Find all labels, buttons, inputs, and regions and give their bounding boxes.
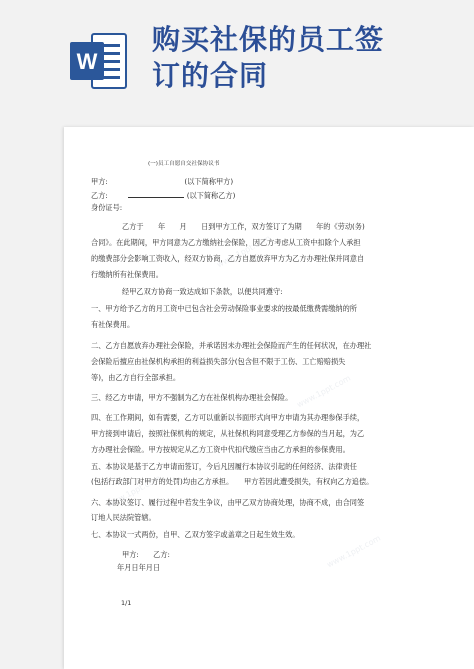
party-b-note: (以下简称乙方) xyxy=(186,191,236,200)
clause-2-cont: 等)，由乙方自行全部承担。 xyxy=(91,373,181,382)
document-page: www.1ppt.com www.1ppt.com www.1ppt.com www.1ppt.com (一)员工自愿自交社保协议书 甲方: (以下简称甲方) 乙方: (以下简称乙方) 身份证号: 乙方于 年 月 日到甲方工作，双方签订了为期 年的《劳动(务) 合同》。在此期间，甲方同意为乙方缴纳社会保险，因乙方考虑从工资中扣除个人承担 的缴费部分会影响工资收入，经双方协商，乙方自愿放弃甲方为乙方办理社保并同意自 行缴纳所有社保费用。 经甲乙双方协商一致达成如下条款，以便共同遵守: 一、甲方给予乙方的月工资中已包含社会劳动保险事业要求的按最低缴费需缴纳的所 有社保费用。 二、乙方自愿放弃办理社会保险，并承诺因未办理社会保险而产生的任何状况，在办理社 会保险后擅应由社保机构承担的利益损失部分(包含但不限于工伤、工亡赔赔损失 等)，由乙方自行全部承担。 三、经乙方申请，甲方不强制为乙方在社保机构办理社会保险。 四、在工作期间，如有需要，乙方可以重新以书面形式向甲方申请为其办理参保手续， 甲方接到申请后，按照社保机构的规定，从社保机构同意受理乙方参保的当月起，为乙 方办理社会保险。甲方按规定从乙方工资中代扣代缴应当由乙方承担的参保费用。 五、本协议是基于乙方申请而签订，今后凡因履行本协议引起的任何经济、法律责任 (包括行政部门对甲方的处罚)均由乙方承担。 甲方若因此遭受损失，有权向乙方追偿。 六、本协议签订、履行过程中若发生争议，由甲乙双方协商处理，协商不成，由合同签 订地人民法院管辖。 七、本协议一式两份，自甲、乙双方签字或盖章之日起生效生效。 甲方: 乙方: 年月日年月日 1/1 xyxy=(64,127,474,669)
clause-5-cont: (包括行政部门对甲方的处罚)均由乙方承担。 甲方若因此遭受损失，有权向乙方追偿。 xyxy=(91,477,374,486)
party-a-note: (以下简称甲方) xyxy=(184,177,234,186)
paragraph-line: 的缴费部分会影响工资收入，经双方协商，乙方自愿放弃甲方为乙方办理社保并同意自 xyxy=(91,254,365,263)
clause-4-cont: 方办理社会保险。甲方按规定从乙方工资中代扣代缴应当由乙方承担的参保费用。 xyxy=(91,445,350,454)
header-banner xyxy=(0,0,474,112)
clause-1-cont: 有社保费用。 xyxy=(91,320,135,329)
clause-4: 四、在工作期间，如有需要，乙方可以重新以书面形式向甲方申请为其办理参保手续， xyxy=(91,413,365,422)
party-b-label: 乙方: xyxy=(91,191,108,200)
clause-2: 二、乙方自愿放弃办理社会保险，并承诺因未办理社会保险而产生的任何状况，在办理社 xyxy=(91,341,372,350)
clause-7: 七、本协议一式两份，自甲、乙双方签字或盖章之日起生效生效。 xyxy=(91,530,300,539)
party-b-row xyxy=(91,188,235,202)
party-a-label: 甲方: xyxy=(91,177,108,186)
document-title: (一)员工自愿自交社保协议书 xyxy=(148,161,220,167)
clause-2-cont: 会保险后擅应由社保机构承担的利益损失部分(包含但不限于工伤、工亡赔赔损失 xyxy=(91,357,346,366)
title-line-1: 购买社保的员工签 xyxy=(152,23,385,56)
party-b-underline xyxy=(128,188,184,198)
clause-6-cont: 订地人民法院管辖。 xyxy=(91,513,156,522)
document-body xyxy=(64,127,474,669)
paragraph-line: 合同》。在此期间，甲方同意为乙方缴纳社会保险，因乙方考虑从工资中扣除个人承担 xyxy=(91,238,361,247)
date-line: 年月日年月日 xyxy=(117,563,161,572)
clause-1: 一、甲方给予乙方的月工资中已包含社会劳动保险事业要求的按最低缴费需缴纳的所 xyxy=(91,304,357,313)
clause-4-cont: 甲方接到申请后，按照社保机构的规定，从社保机构同意受理乙方参保的当月起，为乙 xyxy=(91,429,365,438)
page-title xyxy=(152,22,462,94)
page-number: 1/1 xyxy=(121,599,132,607)
party-a-row xyxy=(91,175,233,188)
title-line-2: 订的合同 xyxy=(152,59,269,92)
paragraph-line: 行缴纳所有社保费用。 xyxy=(91,270,163,279)
id-number-label: 身份证号: xyxy=(91,203,123,212)
logo-letter: W xyxy=(76,49,98,74)
clause-3: 三、经乙方申请，甲方不强制为乙方在社保机构办理社会保险。 xyxy=(91,393,293,402)
clause-6: 六、本协议签订、履行过程中若发生争议，由甲乙双方协商处理，协商不成，由合同签 xyxy=(91,498,365,507)
signature-line: 甲方: 乙方: xyxy=(122,550,170,559)
paragraph-line: 经甲乙双方协商一致达成如下条款，以便共同遵守: xyxy=(122,287,283,296)
clause-5: 五、本协议是基于乙方申请而签订，今后凡因履行本协议引起的任何经济、法律责任 xyxy=(91,462,357,471)
paragraph-line: 乙方于 年 月 日到甲方工作，双方签订了为期 年的《劳动(务) xyxy=(122,222,365,231)
word-document-icon xyxy=(68,30,130,92)
